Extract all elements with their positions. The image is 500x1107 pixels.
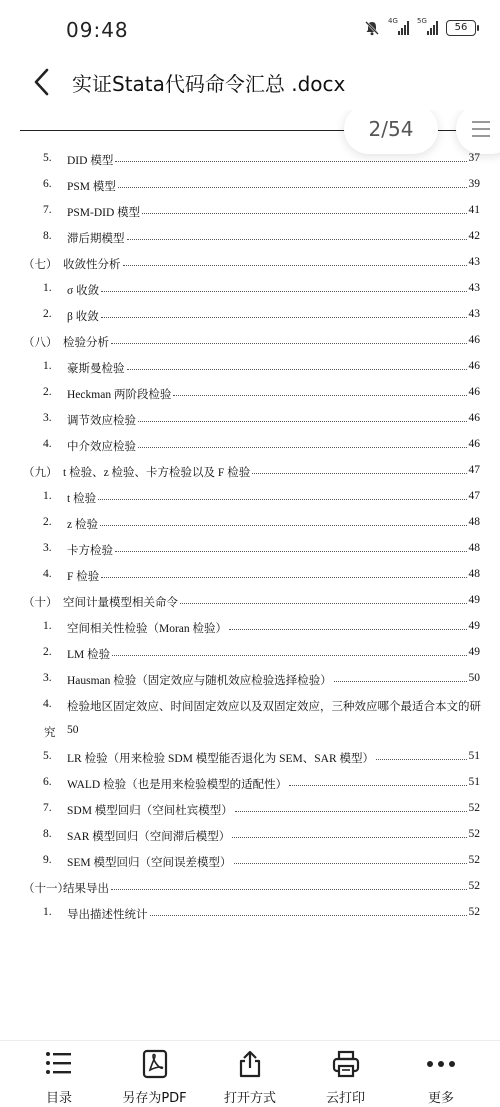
toc-leader-dots: [234, 854, 467, 864]
toc-entry[interactable]: [0, 386, 500, 412]
status-bar: [0, 0, 500, 58]
toc-entry-page: 52: [468, 880, 480, 892]
toc-entry[interactable]: [0, 620, 500, 646]
toc-entry-page: 37: [468, 152, 480, 164]
toc-entry[interactable]: [0, 438, 500, 464]
toc-entry-page: 42: [468, 230, 480, 242]
toc-entry[interactable]: [0, 230, 500, 256]
toc-entry-page: 49: [468, 594, 480, 606]
page-indicator: 2/54: [344, 110, 438, 154]
toc-entry[interactable]: [0, 672, 500, 698]
toc-leader-dots: [150, 906, 467, 916]
toc-leader-dots: [127, 230, 467, 240]
toc-entry-number: 1.: [43, 360, 52, 372]
toc-leader-dots: [142, 204, 467, 214]
toc-entry-page: 43: [468, 308, 480, 320]
printer-icon: [331, 1049, 361, 1079]
toc-entry[interactable]: [0, 568, 500, 594]
toc-entry-title: β 收敛: [67, 311, 99, 323]
toc-leader-dots: [173, 386, 467, 396]
toc-leader-dots: [232, 828, 467, 838]
toc-entry-number: （十一）: [23, 883, 69, 895]
toc-entry-page: 48: [468, 516, 480, 528]
toc-entry-title: SDM 模型回归（空间杜宾模型）: [67, 805, 233, 817]
toc-entry[interactable]: [0, 360, 500, 386]
toc-entry-number: 6.: [43, 776, 52, 788]
toc-entry-number: 7.: [43, 204, 52, 216]
toc-entry-title: 调节效应检验: [67, 415, 136, 427]
toc-leader-dots: [229, 620, 467, 630]
toc-entry-title: LM 检验: [67, 649, 111, 661]
toc-leader-dots: [115, 152, 467, 162]
toc-entry-page: 47: [468, 464, 480, 476]
toc-entry[interactable]: [0, 750, 500, 776]
toc-entry-number: 2.: [43, 308, 52, 320]
toc-entry-number: 3.: [43, 672, 52, 684]
toc-entry[interactable]: [0, 178, 500, 204]
toc-entry[interactable]: [0, 854, 500, 880]
toc-entry[interactable]: [0, 204, 500, 230]
toc-entry-title: 检验分析: [63, 337, 109, 349]
toc-entry-number: 1.: [43, 282, 52, 294]
toc-entry-page: 39: [468, 178, 480, 190]
toc-entry-page: 49: [468, 620, 480, 632]
toc-entry-title: t 检验: [67, 493, 97, 505]
toc-entry[interactable]: [0, 490, 500, 516]
toc-entry-number: 2.: [43, 646, 52, 658]
toc-entry-page: 43: [468, 282, 480, 294]
toc-entry-number: （七）: [23, 259, 58, 271]
more-dots-icon: [424, 1049, 458, 1079]
toc-entry-page: 52: [468, 906, 480, 918]
toc-entry-title: σ 收敛: [67, 285, 100, 297]
toc-leader-dots: [112, 646, 467, 656]
save-as-pdf-button[interactable]: [110, 1041, 200, 1107]
toc-leader-dots: [180, 594, 467, 604]
document-viewer[interactable]: [0, 110, 500, 1005]
signal-icon-2: 5G: [417, 21, 438, 35]
toc-entry-page: 52: [468, 854, 480, 866]
back-chevron-icon: [28, 66, 58, 98]
toc-entry-page: 46: [468, 334, 480, 346]
toc-leader-dots: [138, 438, 467, 448]
toc-entry-number: 6.: [43, 178, 52, 190]
toc-entry-number: 2.: [43, 516, 52, 528]
toc-entry-title: F 检验: [67, 571, 100, 583]
cloud-print-button[interactable]: [301, 1041, 391, 1107]
open-with-button[interactable]: [205, 1041, 295, 1107]
toc-entry[interactable]: [0, 880, 500, 906]
toc-entry-number: （十）: [23, 597, 58, 609]
mute-bell-icon: [364, 20, 380, 36]
document-title: 实证Stata代码命令汇总 .docx: [72, 72, 346, 96]
toc-entry-page: 51: [468, 776, 480, 788]
toc-entry-title: Hausman 检验（固定效应与随机效应检验选择检验）: [67, 675, 332, 687]
toc-entry-page: 46: [468, 386, 480, 398]
toc-entry-number: 8.: [43, 828, 52, 840]
toc-leader-dots: [289, 776, 467, 786]
toc-entry-page: 41: [468, 204, 480, 216]
toc-entry-title: 结果导出: [63, 883, 109, 895]
toc-entry-page: 46: [468, 438, 480, 450]
toc-entry[interactable]: [0, 412, 500, 438]
save-as-pdf-label: 另存为PDF: [122, 1091, 187, 1106]
toc-entry-title: 空间计量模型相关命令: [63, 597, 178, 609]
toc-button[interactable]: [14, 1041, 104, 1107]
toc-entry[interactable]: [0, 594, 500, 620]
toc-entry-number: 5.: [43, 152, 52, 164]
toc-entry-page: 50: [468, 672, 480, 684]
battery-icon: 56: [446, 20, 476, 36]
toc-leader-dots: [138, 412, 467, 422]
toc-leader-dots: [101, 308, 467, 318]
toc-entry-title: PSM-DID 模型: [67, 207, 141, 219]
toc-entry-page: 52: [468, 828, 480, 840]
bottom-toolbar: [0, 1040, 500, 1107]
back-button[interactable]: [28, 66, 58, 98]
toc-leader-dots: [127, 360, 467, 370]
toc-entry-title: DID 模型: [67, 155, 114, 167]
toc-entry-page: 49: [468, 646, 480, 658]
toc-leader-dots: [98, 490, 467, 500]
toc-entry-title: Heckman 两阶段检验: [67, 389, 172, 401]
toc-entry-number: 1.: [43, 906, 52, 918]
open-with-label: 打开方式: [223, 1091, 276, 1106]
toc-entry-number: 1.: [43, 490, 52, 502]
toc-leader-dots: [252, 464, 467, 474]
toc-entry-page: 46: [468, 412, 480, 424]
toc-entry-title: 检验地区固定效应、时间固定效应以及双固定效应，三种效应哪个最适合本文的研: [67, 701, 481, 713]
toc-entry-number: 8.: [43, 230, 52, 242]
document-menu-button[interactable]: [456, 110, 500, 154]
toc-entry-number: （九）: [23, 467, 58, 479]
toc-entry-number: 2.: [43, 386, 52, 398]
toc-button-label: 目录: [45, 1091, 72, 1106]
toc-entry-page: 46: [468, 360, 480, 372]
toc-entry-number: 4.: [43, 698, 52, 710]
toc-entry-page: 48: [468, 542, 480, 554]
toc-entry-title: z 检验: [67, 519, 98, 531]
toc-entry-page: 48: [468, 568, 480, 580]
toc-entry-title: 收敛性分析: [63, 259, 121, 271]
toc-entry-page: 47: [468, 490, 480, 502]
more-label: 更多: [427, 1091, 454, 1106]
toc-entry[interactable]: [0, 256, 500, 282]
toc-entry[interactable]: [0, 698, 500, 724]
toc-entry-continuation-text: 究: [44, 727, 56, 739]
toc-entry-title: SAR 模型回归（空间滞后模型）: [67, 831, 231, 843]
toc-entry-number: 1.: [43, 620, 52, 632]
toc-entry[interactable]: [0, 516, 500, 542]
toc-leader-dots: [235, 802, 467, 812]
toc-entry[interactable]: [0, 776, 500, 802]
toc-entry-number: 3.: [43, 542, 52, 554]
toc-entry-page: 50: [67, 724, 79, 736]
toc-entry-title: PSM 模型: [67, 181, 116, 193]
toc-entry-number: 4.: [43, 438, 52, 450]
status-time: 09:48: [66, 18, 129, 42]
toc-entry-title: 卡方检验: [67, 545, 113, 557]
share-icon: [235, 1049, 265, 1079]
toc-leader-dots: [334, 672, 467, 682]
toc-entry-title: SEM 模型回归（空间误差模型）: [67, 857, 232, 869]
toc-entry[interactable]: [0, 646, 500, 672]
cloud-print-label: 云打印: [325, 1091, 365, 1106]
toc-entry[interactable]: [0, 464, 500, 490]
toc-entry-number: （八）: [23, 337, 58, 349]
toc-entry[interactable]: [0, 802, 500, 828]
toc-entry-title: 滞后期模型: [67, 233, 125, 245]
toc-leader-dots: [101, 568, 467, 578]
toc-entry-page: 43: [468, 256, 480, 268]
toc-entry-title: WALD 检验（也是用来检验模型的适配性）: [67, 779, 288, 791]
toc-entry[interactable]: [0, 542, 500, 568]
app-bar: [0, 58, 500, 110]
toc-entry[interactable]: [0, 152, 500, 178]
toc-entry[interactable]: [0, 308, 500, 334]
toc-entry[interactable]: [0, 906, 500, 932]
toc-entry-number: 4.: [43, 568, 52, 580]
toc-entry-title: LR 检验（用来检验 SDM 模型能否退化为 SEM、SAR 模型）: [67, 753, 375, 765]
status-icons: [364, 17, 476, 36]
signal-icon: 4G: [388, 21, 409, 35]
toc-leader-dots: [115, 542, 467, 552]
toc-leader-dots: [111, 880, 467, 890]
toc-leader-dots: [376, 750, 467, 760]
pdf-icon: [141, 1049, 169, 1079]
toc-entry-continuation[interactable]: [0, 724, 500, 750]
toc-entry-title: t 检验、z 检验、卡方检验以及 F 检验: [63, 467, 251, 479]
toc-entry[interactable]: [0, 334, 500, 360]
toc-leader-dots: [111, 334, 467, 344]
toc-leader-dots: [100, 516, 467, 526]
toc-entry-number: 5.: [43, 750, 52, 762]
toc-entry[interactable]: [0, 828, 500, 854]
toc-leader-dots: [118, 178, 467, 188]
toc-entry-title: 豪斯曼检验: [67, 363, 125, 375]
toc-entry-number: 7.: [43, 802, 52, 814]
toc-entry-page: 51: [468, 750, 480, 762]
toc-entry[interactable]: [0, 282, 500, 308]
toc-entry-number: 9.: [43, 854, 52, 866]
toc-entry-title: 中介效应检验: [67, 441, 136, 453]
toc-entry-title: 导出描述性统计: [67, 909, 148, 921]
list-icon: [44, 1049, 74, 1077]
more-button[interactable]: [396, 1041, 486, 1107]
toc-entry-number: 3.: [43, 412, 52, 424]
toc-entry-page: 52: [468, 802, 480, 814]
toc-leader-dots: [123, 256, 467, 266]
toc-entry-title: 空间相关性检验（Moran 检验）: [67, 623, 228, 635]
toc-leader-dots: [101, 282, 467, 292]
